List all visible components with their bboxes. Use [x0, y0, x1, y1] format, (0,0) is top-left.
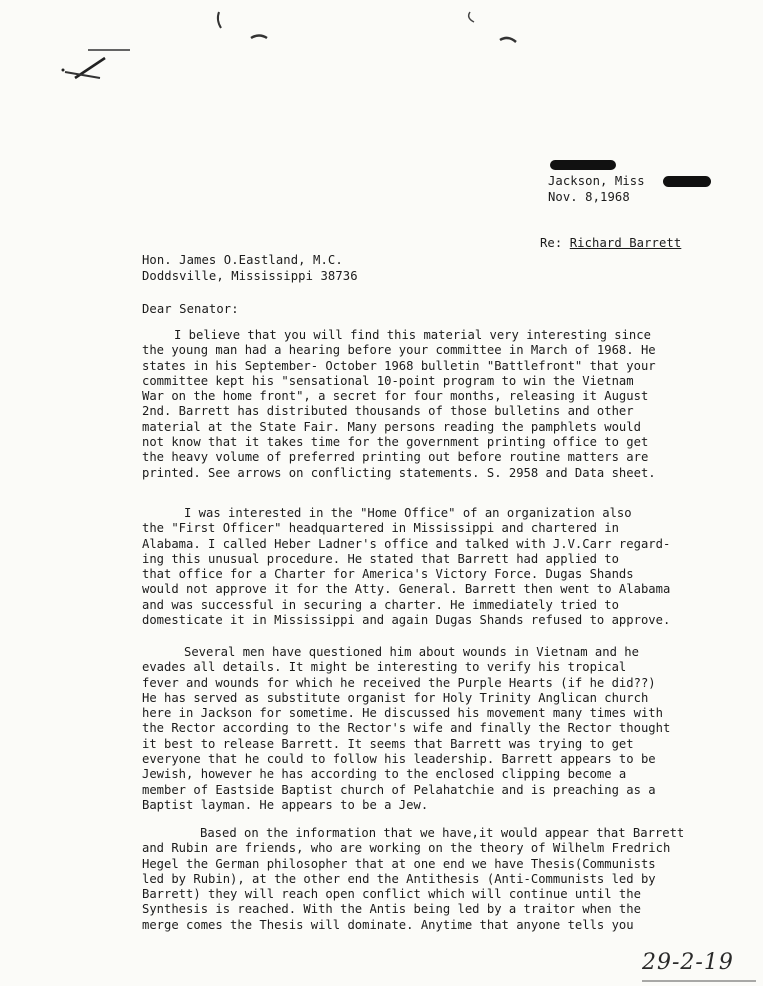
paragraph-line: material at the State Fair. Many persons reading the pamphlets would [142, 419, 641, 434]
letter-date: Nov. 8,1968 [548, 190, 630, 204]
paragraph-line: fever and wounds for which he received the Purple Hearts (if he did??) [142, 675, 656, 690]
paragraph-3 [142, 645, 712, 813]
paragraph-line: Synthesis is reached. With the Antis being led by a traitor when the [142, 902, 641, 917]
subject-label: Re: [540, 236, 563, 250]
paragraph-line: states in his September- October 1968 bulletin "Battlefront" that your [142, 358, 656, 373]
paragraph-line: Baptist layman. He appears to be a Jew. [142, 797, 429, 812]
paragraph-line: everyone that he could to follow his leadership. Barrett appears to be [142, 752, 656, 767]
handwriting-underline [640, 978, 760, 984]
paragraph-line: that office for a Charter for America's Victory Force. Dugas Shands [142, 567, 634, 582]
paragraph-line: Based on the information that we have,it would appear that Barrett [200, 826, 685, 840]
paragraph-line: Jewish, however he has according to the enclosed clipping become a [142, 767, 627, 782]
paragraph-line: Alabama. I called Heber Ladner's office and talked with J.V.Carr regard- [142, 536, 671, 551]
salutation: Dear Senator: [142, 302, 239, 316]
paragraph-line: here in Jackson for sometime. He discussed his movement many times with [142, 706, 663, 721]
paragraph-line: and was successful in securing a charter. He immediately tried to [142, 597, 619, 612]
redaction-mark [663, 176, 711, 187]
paragraph-line: 2nd. Barrett has distributed thousands of those bulletins and other [142, 404, 634, 419]
paragraph-line: the "First Officer" headquartered in Mississippi and chartered in [142, 521, 619, 536]
paragraph-line: domesticate it in Mississippi and again Dugas Shands refused to approve. [142, 613, 671, 628]
paragraph-line: the young man had a hearing before your committee in March of 1968. He [142, 343, 656, 358]
paragraph-line: the Rector according to the Rector's wife and finally the Rector thought [142, 721, 671, 736]
paragraph-line: I was interested in the "Home Office" of an organization also [184, 506, 632, 520]
subject-line [540, 236, 681, 250]
paragraph-line: He has served as substitute organist for Holy Trinity Anglican church [142, 690, 649, 705]
paragraph-4 [142, 826, 712, 933]
paragraph-line: led by Rubin), at the other end the Antithesis (Anti-Communists led by [142, 871, 656, 886]
paragraph-line: War on the home front", a secret for four months, releasing it August [142, 389, 649, 404]
paragraph-2 [142, 506, 712, 628]
paragraph-1 [142, 328, 702, 481]
scan-marks [0, 0, 763, 100]
paragraph-line: printed. See arrows on conflicting statements. S. 2958 and Data sheet. [142, 465, 656, 480]
paragraph-line: evades all details. It might be interesting to verify his tropical [142, 660, 627, 675]
recipient-address: Doddsville, Mississippi 38736 [142, 269, 358, 283]
paragraph-line: and Rubin are friends, who are working on the theory of Wilhelm Fredrich [142, 841, 671, 856]
paragraph-line: it best to release Barrett. It seems that Barrett was trying to get [142, 736, 634, 751]
paragraph-line: not know that it takes time for the government printing office to get [142, 435, 649, 450]
paragraph-line: Several men have questioned him about wounds in Vietnam and he [184, 645, 639, 659]
paragraph-line: the heavy volume of preferred printing out before routine matters are [142, 450, 649, 465]
paragraph-line: merge comes the Thesis will dominate. Anytime that anyone tells you [142, 917, 634, 932]
handwritten-file-number: 29-2-19 [642, 950, 734, 975]
paragraph-line: Hegel the German philosopher that at one end we have Thesis(Communists [142, 856, 656, 871]
paragraph-line: I believe that you will find this material very interesting since [174, 328, 651, 342]
location: Jackson, Miss [548, 174, 645, 188]
redaction-mark [550, 160, 616, 170]
paragraph-line: committee kept his "sensational 10-point program to win the Vietnam [142, 373, 634, 388]
recipient-name: Hon. James O.Eastland, M.C. [142, 253, 343, 267]
paragraph-line: ing this unusual procedure. He stated that Barrett had applied to [142, 551, 619, 566]
paragraph-line: Barrett) they will reach open conflict which will continue until the [142, 887, 641, 902]
subject-name: Richard Barrett [569, 236, 682, 250]
paragraph-line: would not approve it for the Atty. General. Barrett then went to Alabama [142, 582, 671, 597]
paragraph-line: member of Eastside Baptist church of Pelahatchie and is preaching as a [142, 782, 656, 797]
